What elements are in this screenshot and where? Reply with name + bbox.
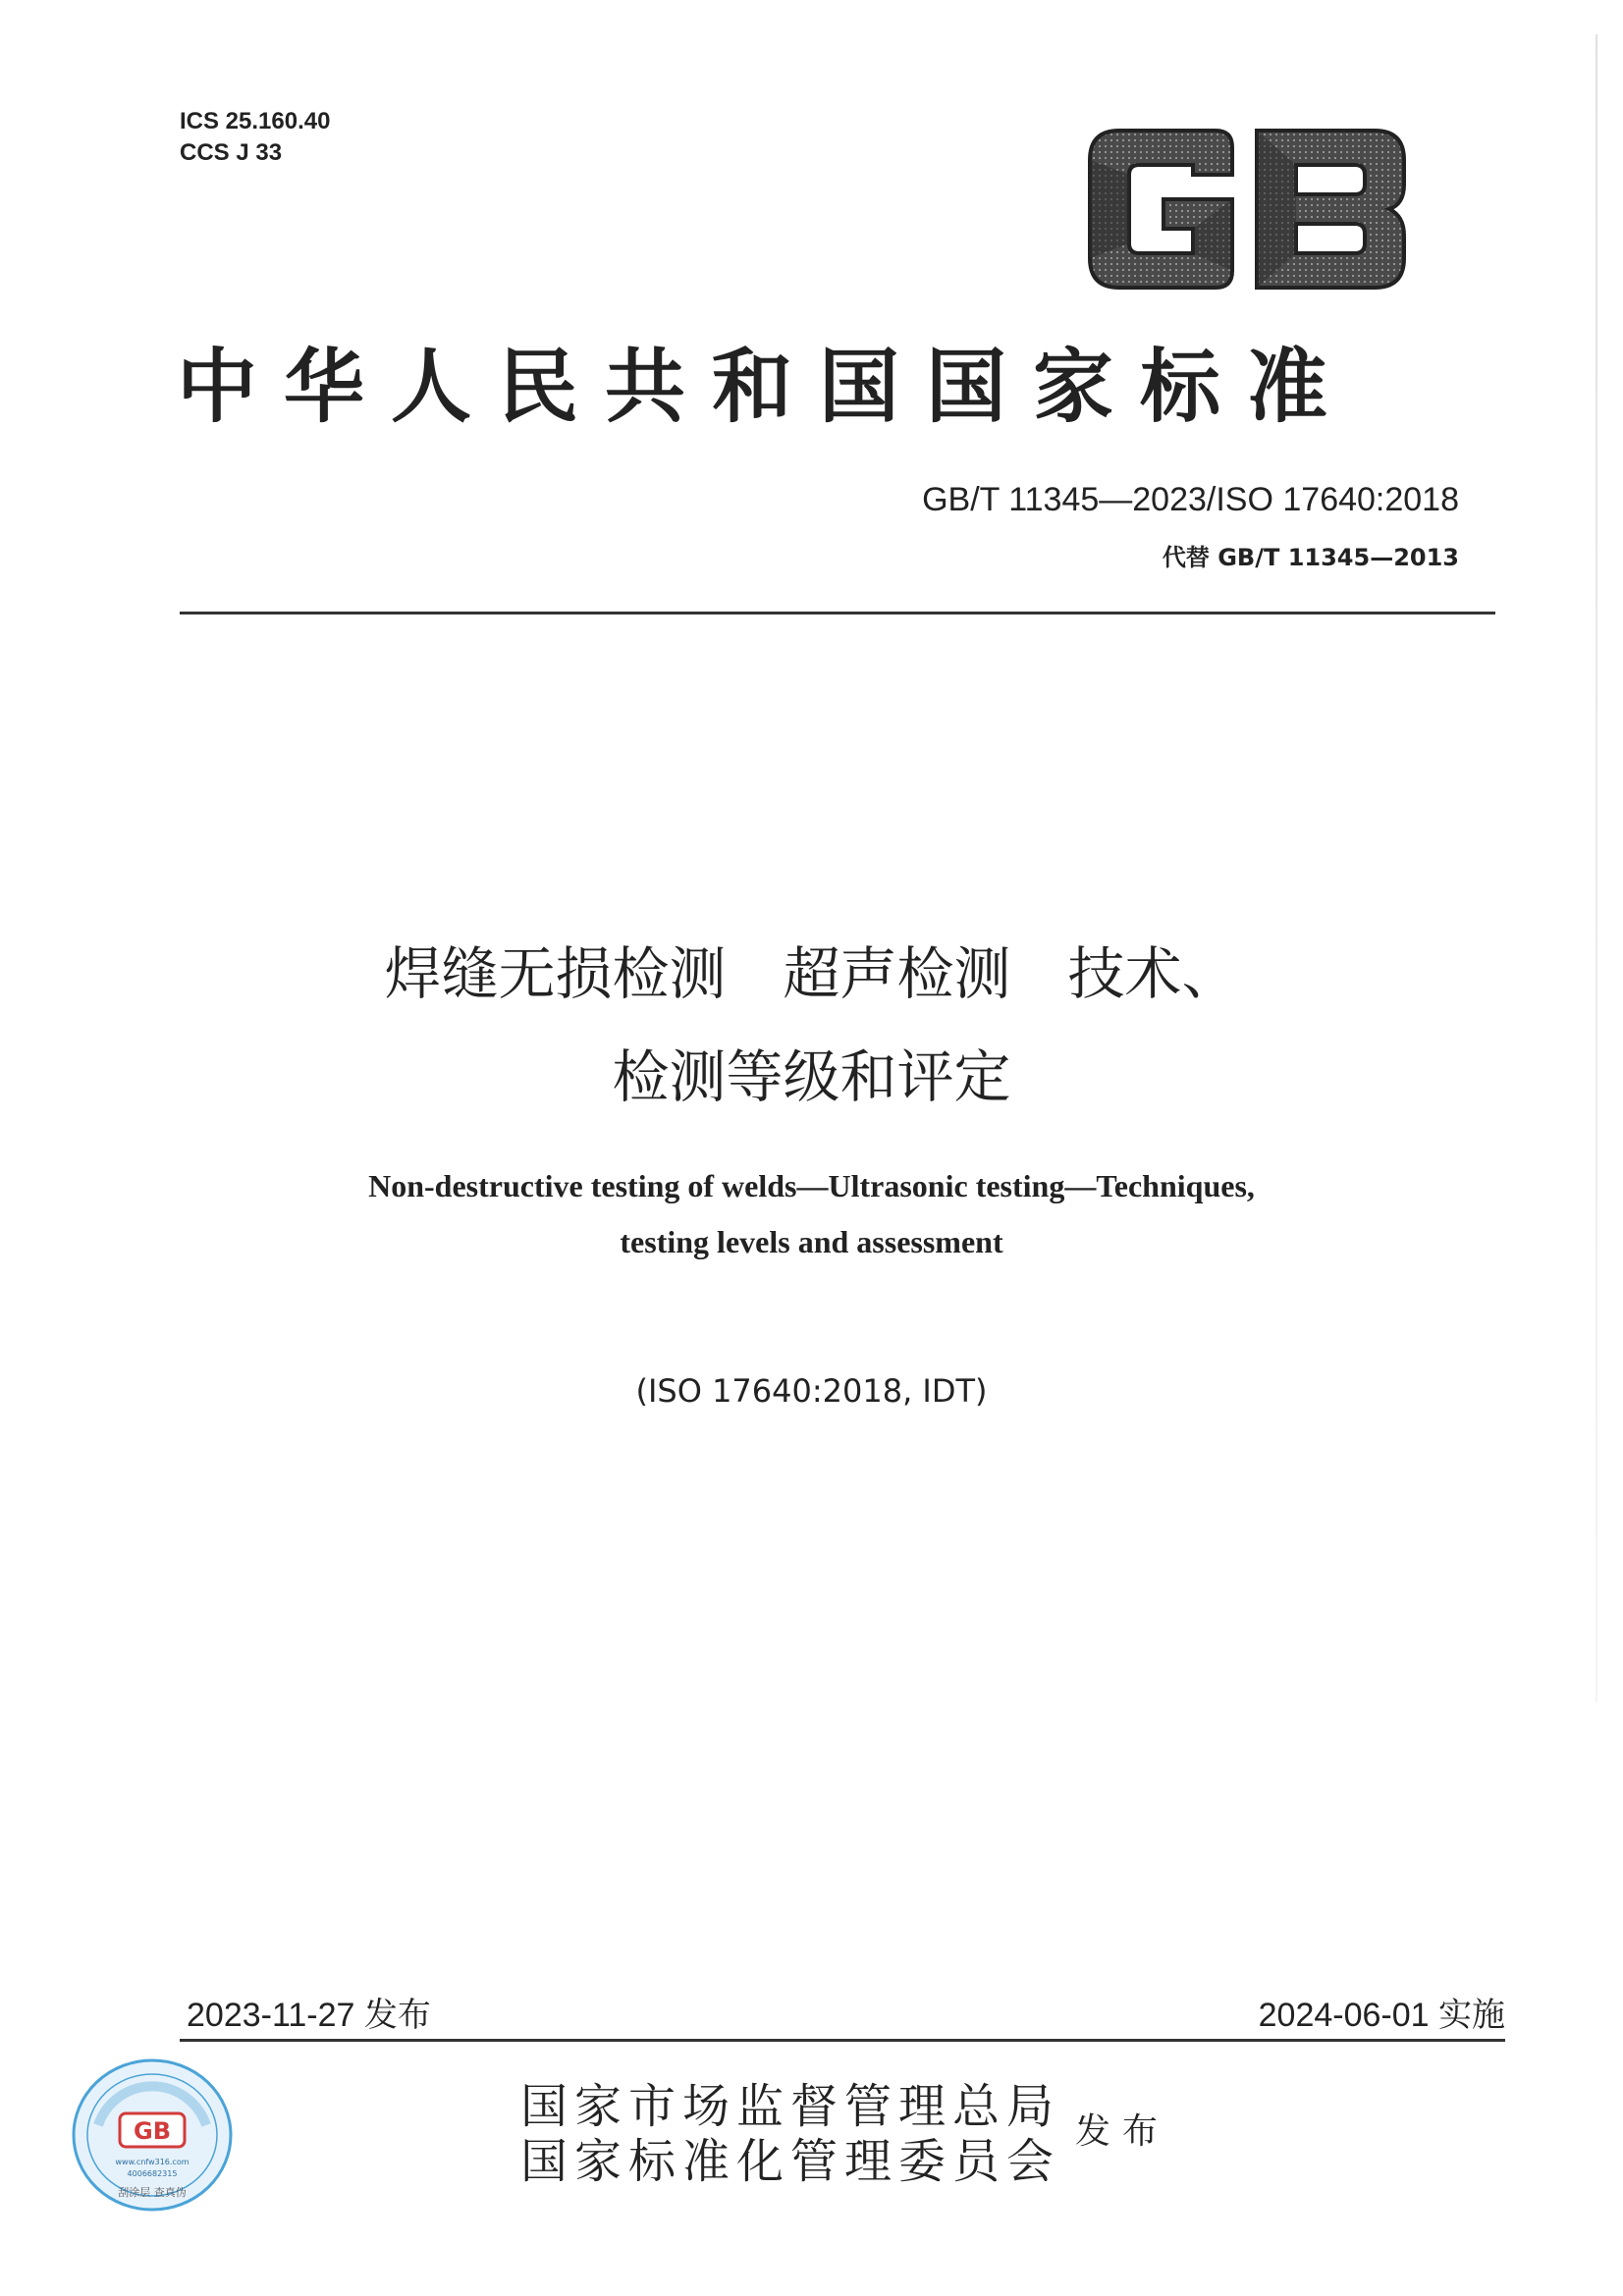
- issuer-sac: 国家标准化管理委员会: [520, 2134, 1061, 2189]
- svg-text:www.cnfw316.com: www.cnfw316.com: [115, 2158, 189, 2166]
- classification-codes: [180, 106, 330, 169]
- title-en-line2: testing levels and assessment: [620, 1224, 1003, 1259]
- page-edge-mark: [1596, 34, 1597, 1703]
- svg-text:GB: GB: [134, 2117, 171, 2145]
- standard-number: GB/T 11345—2023/ISO 17640:2018: [922, 481, 1459, 518]
- footer-divider: [180, 2039, 1505, 2042]
- issue-label: 发布: [1075, 2111, 1170, 2152]
- replaces-standard: 代替 GB/T 11345—2013: [1162, 544, 1459, 571]
- issuing-authorities: [520, 2079, 1060, 2189]
- gb-logo: [1085, 126, 1409, 293]
- title-cn-line2: 检测等级和评定: [612, 1043, 1011, 1110]
- issuer-samr: 国家市场监督管理总局: [520, 2079, 1061, 2134]
- header-divider: [180, 612, 1495, 614]
- adoption-note: (ISO 17640:2018, IDT): [635, 1372, 988, 1410]
- anti-counterfeit-seal: [69, 2056, 236, 2214]
- title-en-line1: Non-destructive testing of welds—Ultrasonic testing—Techniques,: [368, 1168, 1255, 1203]
- svg-text:刮涂层 查真伪: 刮涂层 查真伪: [118, 2186, 187, 2199]
- ccs-code: CCS J 33: [180, 139, 283, 166]
- implementation-date: 2024-06-01 实施: [1258, 1997, 1505, 2034]
- svg-text:4006682315: 4006682315: [127, 2169, 178, 2178]
- publication-date: 2023-11-27 发布: [187, 1997, 431, 2034]
- national-standard-title: 中华人民共和国国家标准: [177, 341, 1355, 434]
- title-cn-line1: 焊缝无损检测 超声检测 技术、: [384, 940, 1239, 1007]
- ics-code: ICS 25.160.40: [180, 108, 331, 134]
